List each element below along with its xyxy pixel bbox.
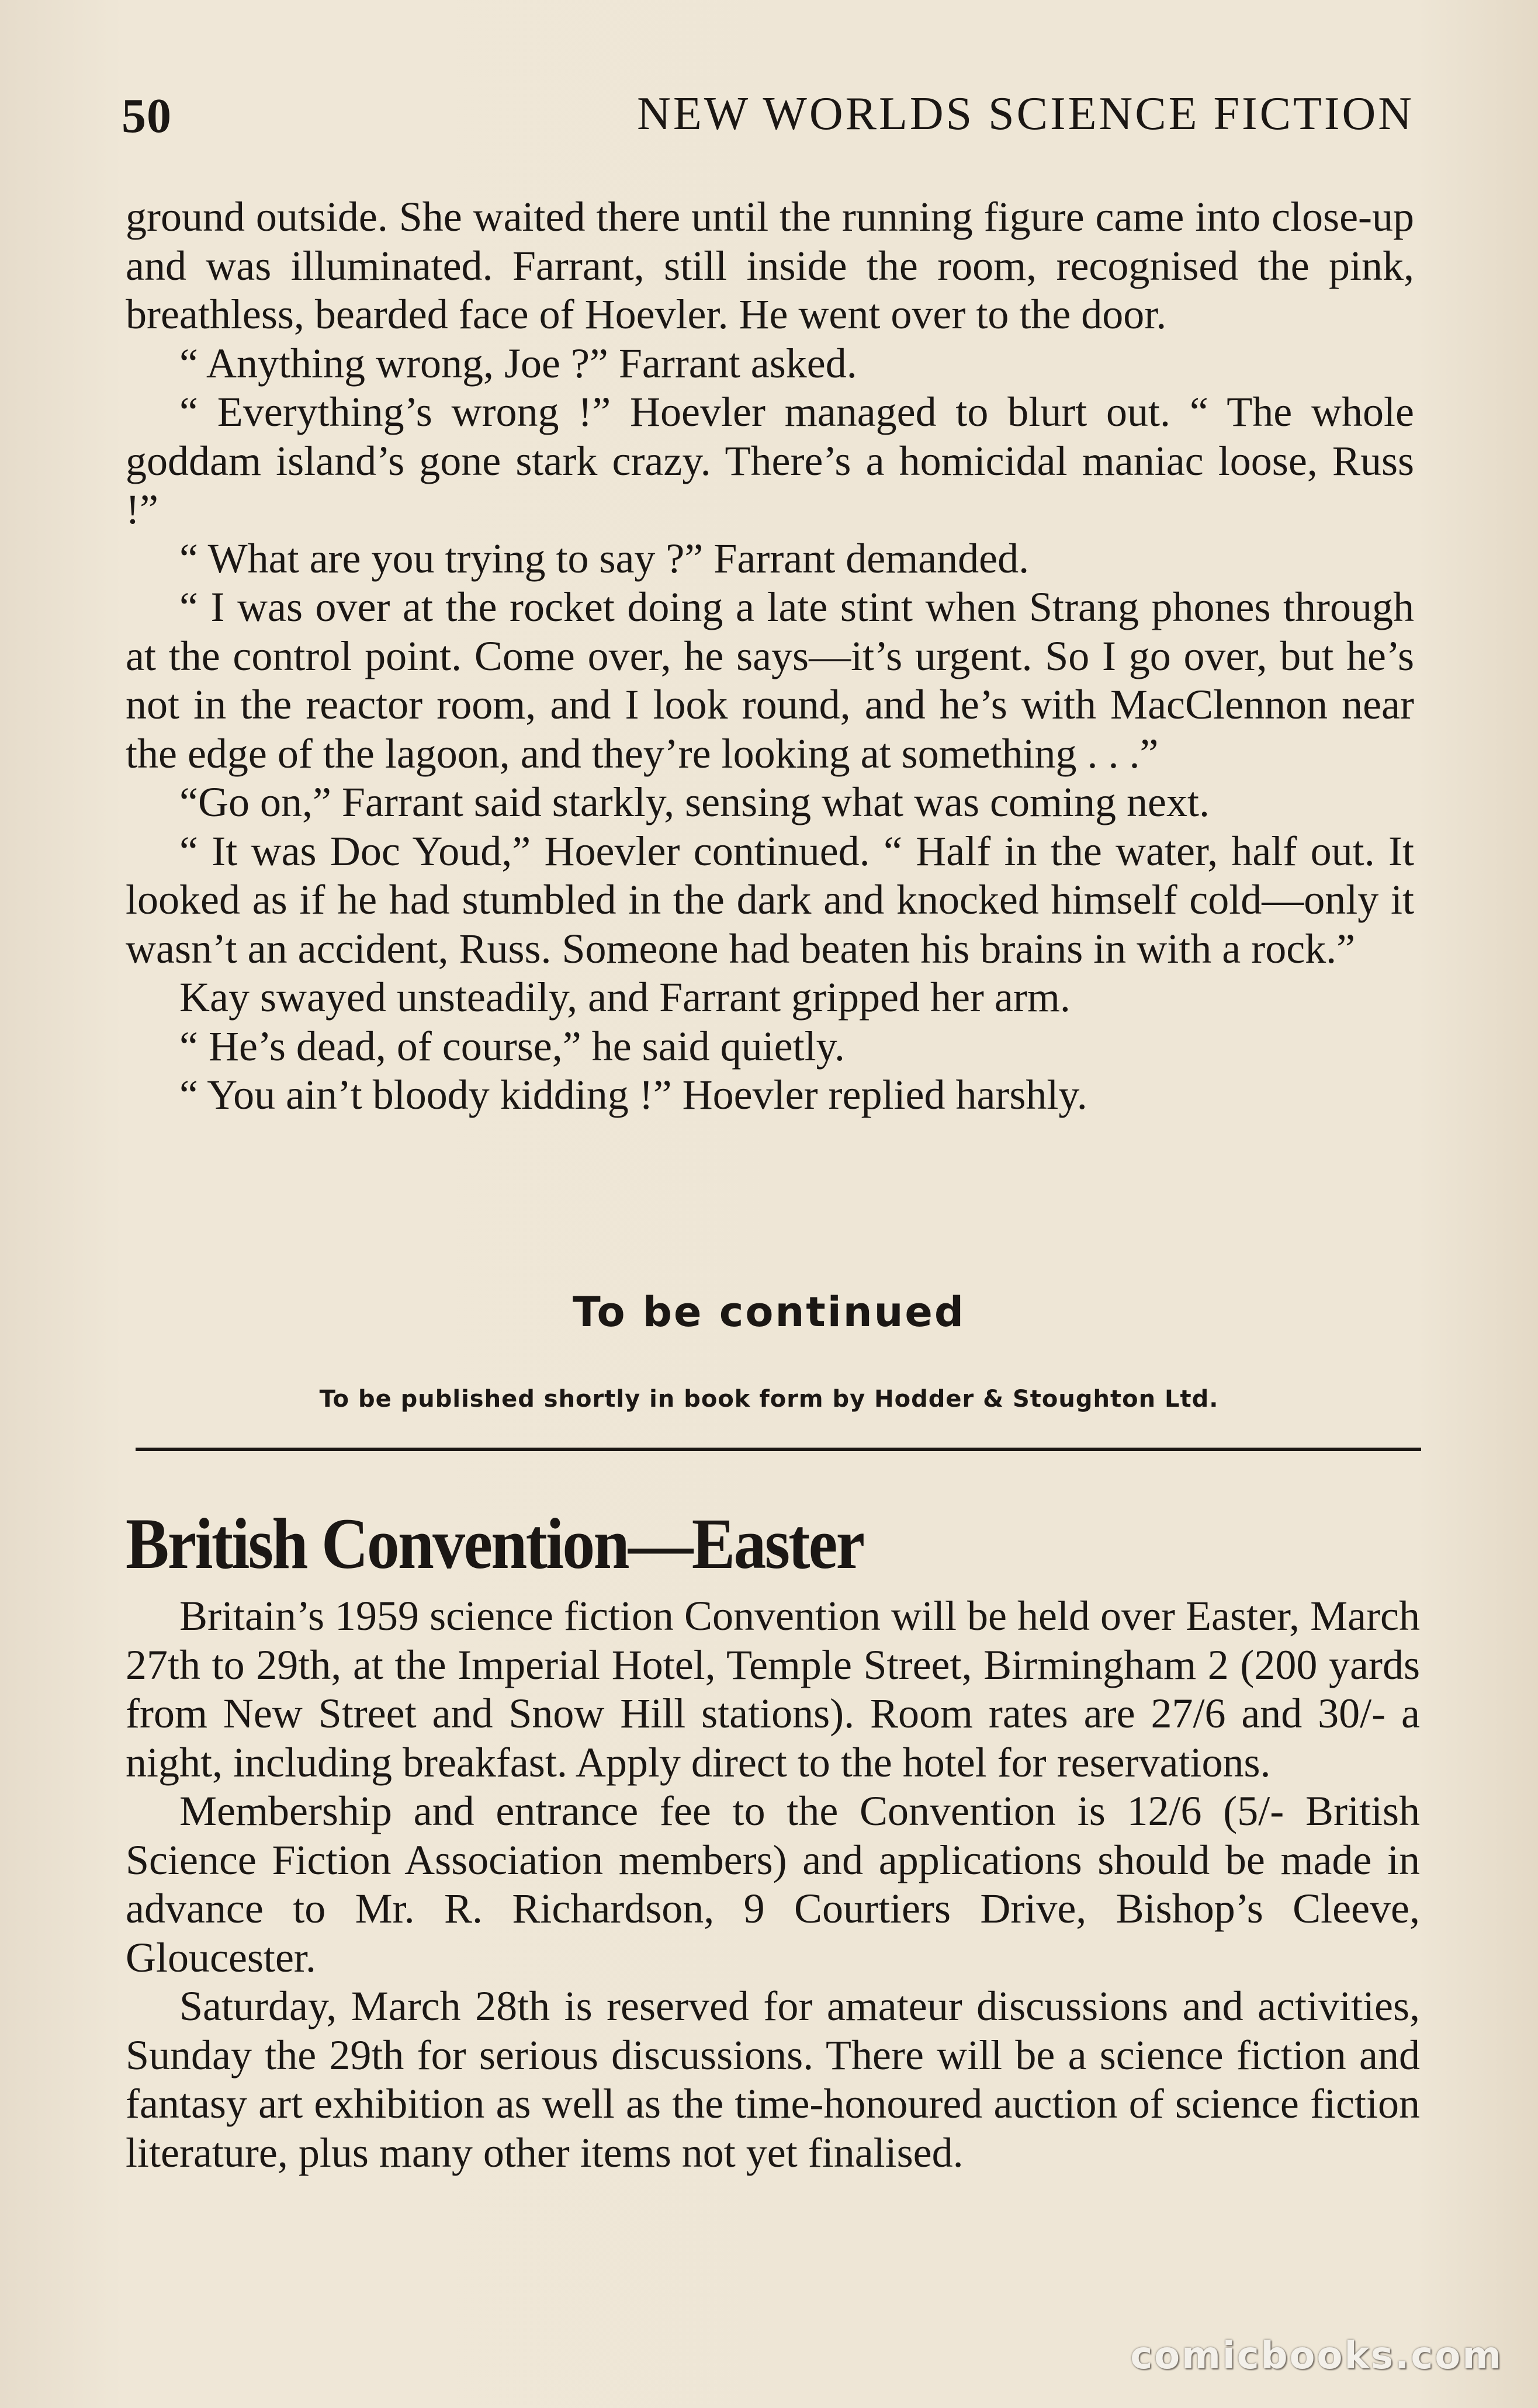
story-text — [126, 193, 1414, 1120]
to-be-continued-label: To be continued — [573, 1288, 965, 1336]
article-paragraph: Britain’s 1959 science fiction Convention will be held over Easter, March 27th to 29th, at the Imperial Hotel, Temple Street, Birmingham 2 (200 yards from New Street and Snow Hill stations). Room rates are 27/6 and 30/- a night, including breakfast. Apply direct to the hotel for reservations. — [126, 1592, 1420, 1786]
article-body — [126, 1592, 1420, 2177]
page-number: 50 — [122, 89, 172, 143]
story-paragraph: “ Anything wrong, Joe ?” Farrant asked. — [179, 339, 857, 387]
story-paragraph: “Go on,” Farrant said starkly, sensing what was coming next. — [179, 779, 1210, 825]
story-paragraph: “ He’s dead, of course,” he said quietly. — [179, 1022, 845, 1070]
story-paragraph: ground outside. She waited there until the running figure came into close-up and was illuminated. Farrant, still inside the room, recognised the pink, breathless, bearded face of Hoevler. He went over to the door. — [126, 193, 1414, 338]
story-paragraph: Kay swayed unsteadily, and Farrant gripped her arm. — [179, 974, 1071, 1021]
story-paragraph: “ You ain’t bloody kidding !” Hoevler replied harshly. — [179, 1071, 1087, 1118]
article-paragraph: Saturday, March 28th is reserved for amateur discussions and activities, Sunday the 29th for serious discussions. There will be a science fiction and fantasy art exhibition as well as the time-honoured auction of science fiction literature, plus many other items not yet finalised. — [126, 1983, 1420, 2176]
article-title: British Convention—Easter — [126, 1504, 864, 1584]
story-paragraph: “ Everything’s wrong !” Hoevler managed to blurt out. “ The whole goddam island’s gone stark crazy. There’s a homicidal maniac loose, Russ !” — [126, 388, 1414, 533]
page-header — [122, 88, 1414, 152]
section-divider — [136, 1448, 1421, 1451]
publisher-note: To be published shortly in book form by Hodder & Stoughton Ltd. — [319, 1386, 1219, 1413]
story-paragraph: “ I was over at the rocket doing a late stint when Strang phones through at the control point. Come over, he says—it’s urgent. So I go over, but he’s not in the reactor room, and I look round, and he’s with MacClennon near the edge of the lagoon, and they’re looking at something . . .” — [126, 584, 1414, 777]
watermark: comicbooks.com — [1130, 2334, 1503, 2378]
article-paragraph: Membership and entrance fee to the Convention is 12/6 (5/- British Science Fiction Association members) and applications should be made in advance to Mr. R. Richardson, 9 Courtiers Drive, Bishop’s Cleeve, Gloucester. — [126, 1788, 1420, 1981]
story-paragraph: “ What are you trying to say ?” Farrant demanded. — [179, 535, 1030, 582]
running-head: NEW WORLDS SCIENCE FICTION — [637, 88, 1414, 140]
story-paragraph: “ It was Doc Youd,” Hoevler continued. “ Half in the water, half out. It looked as if he had stumbled in the dark and knocked himself cold—only it wasn’t an accident, Russ. Someone had beaten his brains in with a rock.” — [126, 827, 1414, 972]
